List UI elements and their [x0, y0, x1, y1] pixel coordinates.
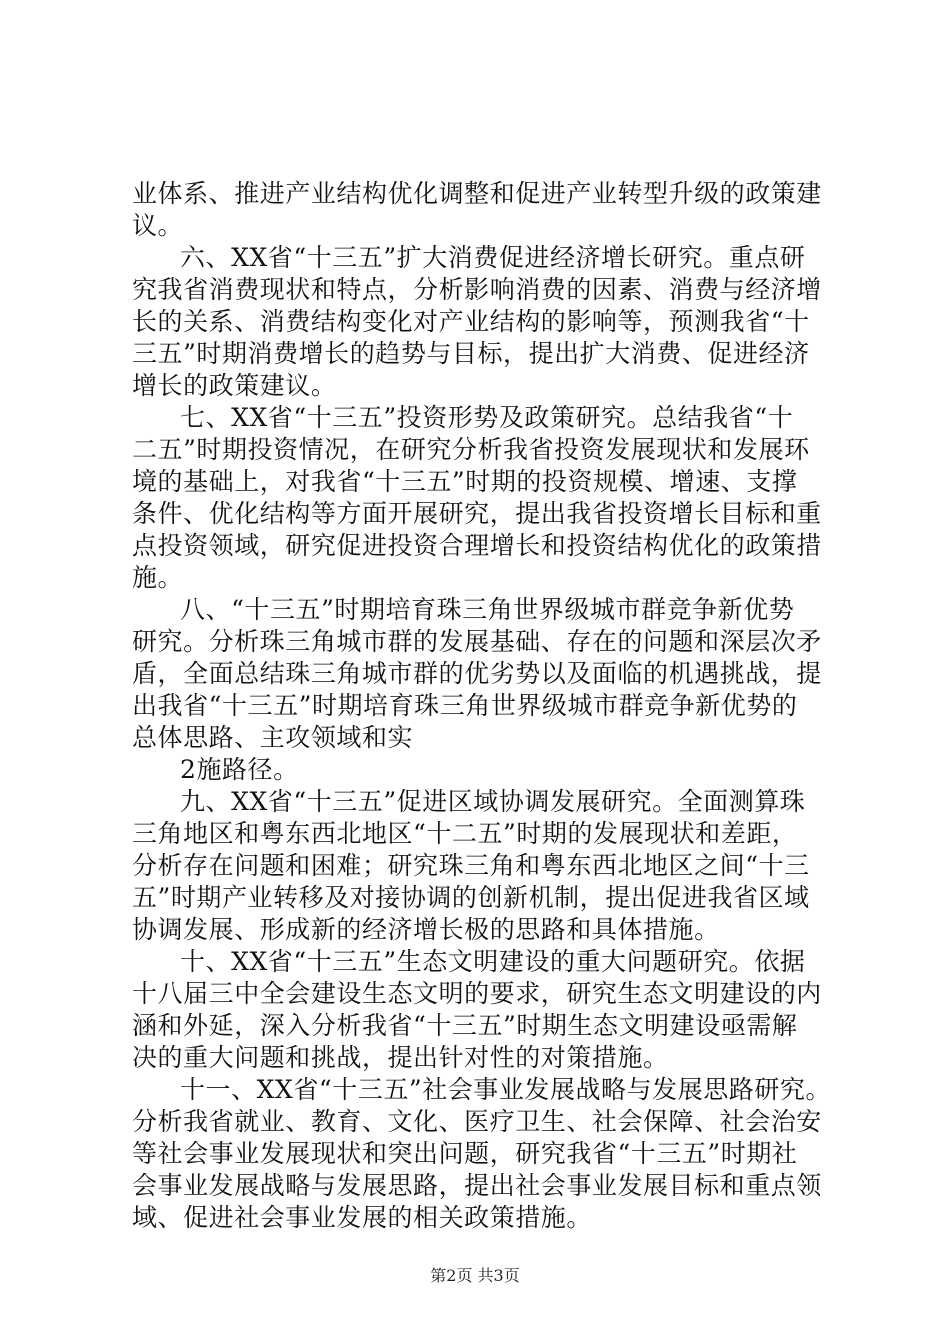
text-line: 分析我省就业、教育、文化、医疗卫生、社会保障、社会治安: [132, 1107, 822, 1136]
text-line: 涵和外延，深入分析我省“十三五”时期生态文明建设亟需解: [132, 1011, 798, 1040]
text-line: 十、XX省“十三五”生态文明建设的重大问题研究。依据: [180, 947, 806, 976]
text-line: 域、促进社会事业发展的相关政策措施。: [132, 1203, 592, 1232]
text-line: 七、XX省“十三五”投资形势及政策研究。总结我省“十: [180, 403, 794, 432]
text-line: 出我省“十三五”时期培育珠三角世界级城市群竞争新优势的: [132, 691, 798, 720]
text-line: 协调发展、形成新的经济增长极的思路和具体措施。: [132, 915, 720, 944]
text-line: 等社会事业发展现状和突出问题，研究我省“十三五”时期社: [132, 1139, 798, 1168]
text-line: 十一、XX省“十三五”社会事业发展战略与发展思路研究。: [180, 1075, 832, 1104]
text-line: 议。: [132, 211, 184, 240]
text-line: 究我省消费现状和特点，分析影响消费的因素、消费与经济增: [132, 275, 822, 304]
text-line: 六、XX省“十三五”扩大消费促进经济增长研究。重点研: [180, 243, 806, 272]
text-line: 盾，全面总结珠三角城市群的优劣势以及面临的机遇挑战，提: [132, 659, 822, 688]
text-line: 研究。分析珠三角城市群的发展基础、存在的问题和深层次矛: [132, 627, 822, 656]
text-line: 会事业发展战略与发展思路，提出社会事业发展目标和重点领: [132, 1171, 822, 1200]
text-line: 施。: [132, 563, 184, 592]
text-line: 十八届三中全会建设生态文明的要求，研究生态文明建设的内: [132, 979, 822, 1008]
page-footer: 第2页 共3页: [430, 1266, 520, 1285]
text-line: 业体系、推进产业结构优化调整和促进产业转型升级的政策建: [132, 179, 822, 208]
text-line: 点投资领域，研究促进投资合理增长和投资结构优化的政策措: [132, 531, 822, 560]
body-text: [132, 178, 837, 1234]
text-line: 九、XX省“十三五”促进区域协调发展研究。全面测算珠: [180, 787, 806, 816]
text-line: 总体思路、主攻领域和实: [132, 723, 414, 752]
text-line: 决的重大问题和挑战，提出针对性的对策措施。: [132, 1043, 669, 1072]
text-line: 境的基础上，对我省“十三五”时期的投资规模、增速、支撑: [132, 467, 798, 496]
text-line: 三五”时期消费增长的趋势与目标，提出扩大消费、促进经济: [132, 339, 810, 368]
text-line: 增长的政策建议。: [132, 371, 337, 400]
text-line: 二五”时期投资情况，在研究分析我省投资发展现状和发展环: [132, 435, 810, 464]
text-line: 长的关系、消费结构变化对产业结构的影响等，预测我省“十: [132, 307, 810, 336]
text-line: 三角地区和粤东西北地区“十二五”时期的发展现状和差距，: [132, 819, 798, 848]
text-line: 条件、优化结构等方面开展研究，提出我省投资增长目标和重: [132, 499, 822, 528]
text-line: 2施路径。: [180, 755, 299, 784]
text-line: 分析存在问题和困难；研究珠三角和粤东西北地区之间“十三: [132, 851, 810, 880]
text-line: 八、“十三五”时期培育珠三角世界级城市群竞争新优势: [180, 595, 795, 624]
text-line: 五”时期产业转移及对接协调的创新机制，提出促进我省区域: [132, 883, 810, 912]
